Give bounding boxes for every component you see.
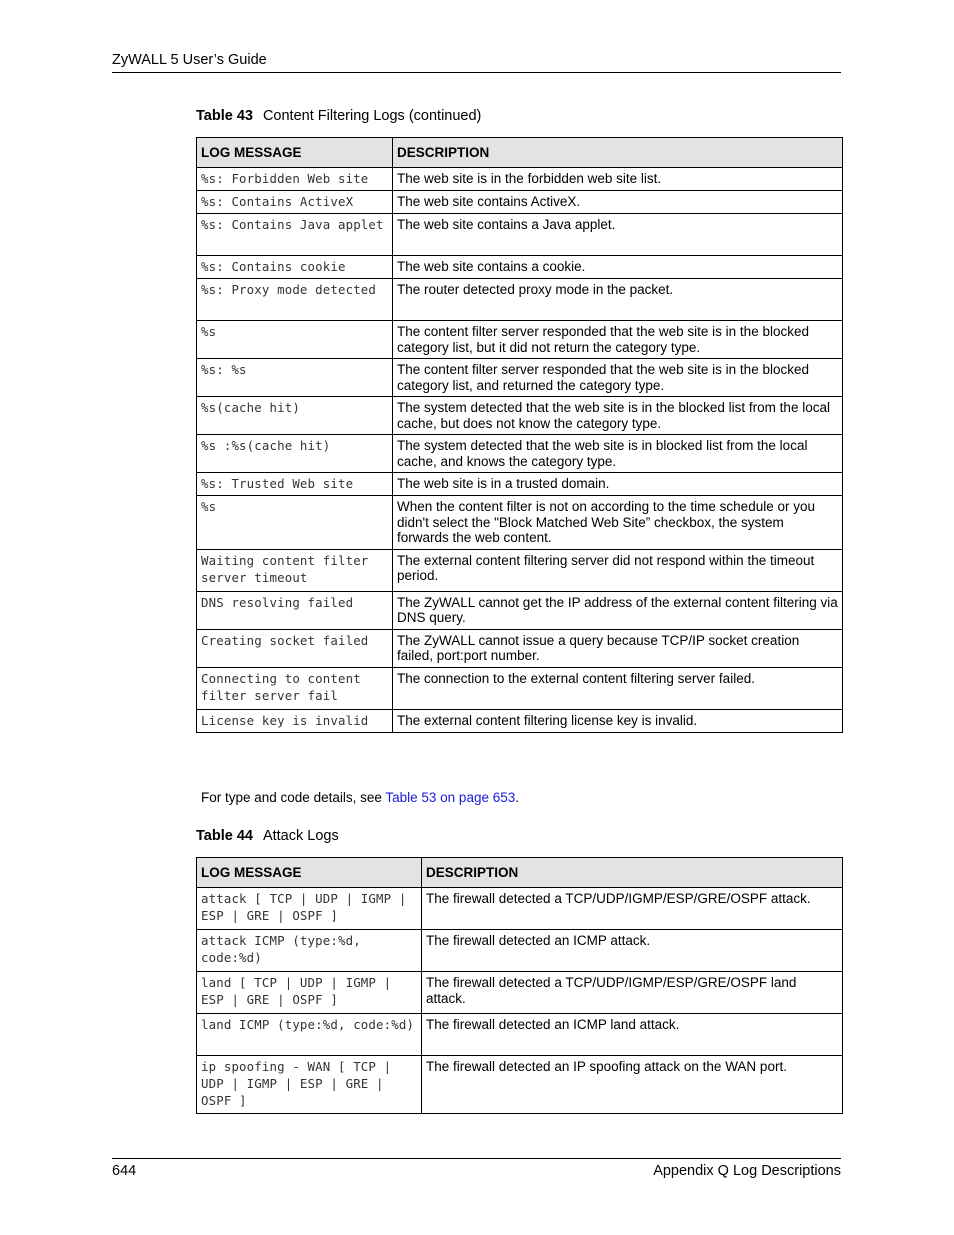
table-row bbox=[197, 256, 843, 279]
log-message-cell: %s(cache hit) bbox=[197, 397, 393, 435]
description-cell: When the content filter is not on according to the time schedule or you didn't select the "Block Matched Web Site” checkbox, the system forwards the web content. bbox=[393, 496, 843, 550]
attack-logs-table bbox=[196, 857, 843, 1114]
description-cell: The web site is in a trusted domain. bbox=[393, 473, 843, 496]
cross-reference-note bbox=[201, 790, 519, 805]
description-cell: The system detected that the web site is in the blocked list from the local cache, but does not know the category type. bbox=[393, 397, 843, 435]
table-43-label: Table 43 bbox=[196, 108, 253, 124]
column-header-log-message: LOG MESSAGE bbox=[197, 138, 393, 168]
description-cell: The external content filtering license key is invalid. bbox=[393, 709, 843, 732]
log-message-cell: %s: Contains cookie bbox=[197, 256, 393, 279]
table-row bbox=[197, 168, 843, 191]
table-44-label: Table 44 bbox=[196, 828, 253, 844]
table-row bbox=[197, 591, 843, 629]
log-message-cell: attack ICMP (type:%d, code:%d) bbox=[197, 930, 422, 972]
description-cell: The firewall detected a TCP/UDP/IGMP/ESP/GRE/OSPF attack. bbox=[422, 888, 843, 930]
log-message-cell: %s: Contains ActiveX bbox=[197, 191, 393, 214]
page-header bbox=[112, 52, 841, 73]
description-cell: The router detected proxy mode in the packet. bbox=[393, 279, 843, 321]
column-header-description: DESCRIPTION bbox=[393, 138, 843, 168]
table-row bbox=[197, 191, 843, 214]
content-filtering-logs-table bbox=[196, 137, 843, 733]
log-message-cell: %s: Trusted Web site bbox=[197, 473, 393, 496]
log-message-cell: %s: Proxy mode detected bbox=[197, 279, 393, 321]
table-43-title: Content Filtering Logs (continued) bbox=[262, 108, 482, 124]
table-row bbox=[197, 888, 843, 930]
description-cell: The firewall detected an IP spoofing attack on the WAN port. bbox=[422, 1056, 843, 1114]
log-message-cell: ip spoofing - WAN [ TCP | UDP | IGMP | ESP | GRE | OSPF ] bbox=[197, 1056, 422, 1114]
section-title: Appendix Q Log Descriptions bbox=[653, 1163, 841, 1179]
table-row bbox=[197, 397, 843, 435]
note-text: For type and code details, see bbox=[201, 790, 386, 805]
log-message-cell: land [ TCP | UDP | IGMP | ESP | GRE | OSPF ] bbox=[197, 972, 422, 1014]
log-message-cell: %s :%s(cache hit) bbox=[197, 435, 393, 473]
table-row bbox=[197, 972, 843, 1014]
guide-title: ZyWALL 5 User’s Guide bbox=[112, 52, 267, 68]
table-44-title: Attack Logs bbox=[262, 828, 339, 844]
log-message-cell: %s: %s bbox=[197, 359, 393, 397]
table-header-row bbox=[197, 858, 843, 888]
log-message-cell: attack [ TCP | UDP | IGMP | ESP | GRE | OSPF ] bbox=[197, 888, 422, 930]
log-message-cell: %s: Contains Java applet bbox=[197, 214, 393, 256]
table-row bbox=[197, 1014, 843, 1056]
table-row bbox=[197, 667, 843, 709]
table-row bbox=[197, 629, 843, 667]
table-row bbox=[197, 473, 843, 496]
note-suffix: . bbox=[515, 790, 520, 805]
table-43-caption bbox=[196, 108, 481, 124]
log-message-cell: land ICMP (type:%d, code:%d) bbox=[197, 1014, 422, 1056]
description-cell: The web site contains ActiveX. bbox=[393, 191, 843, 214]
log-message-cell: License key is invalid bbox=[197, 709, 393, 732]
table-row bbox=[197, 214, 843, 256]
log-message-cell: Waiting content filter server timeout bbox=[197, 549, 393, 591]
log-message-cell: %s: Forbidden Web site bbox=[197, 168, 393, 191]
page-footer bbox=[112, 1158, 841, 1179]
table-header-row bbox=[197, 138, 843, 168]
log-message-cell: DNS resolving failed bbox=[197, 591, 393, 629]
table-row bbox=[197, 321, 843, 359]
column-header-log-message: LOG MESSAGE bbox=[197, 858, 422, 888]
description-cell: The content filter server responded that the web site is in the blocked category list, but it did not return the category type. bbox=[393, 321, 843, 359]
description-cell: The content filter server responded that the web site is in the blocked category list, and returned the category type. bbox=[393, 359, 843, 397]
description-cell: The ZyWALL cannot issue a query because TCP/IP socket creation failed, port:port number. bbox=[393, 629, 843, 667]
log-message-cell: %s bbox=[197, 496, 393, 550]
column-header-description: DESCRIPTION bbox=[422, 858, 843, 888]
description-cell: The firewall detected an ICMP land attack. bbox=[422, 1014, 843, 1056]
table-row bbox=[197, 549, 843, 591]
log-message-cell: %s bbox=[197, 321, 393, 359]
description-cell: The connection to the external content filtering server failed. bbox=[393, 667, 843, 709]
description-cell: The web site contains a cookie. bbox=[393, 256, 843, 279]
table-row bbox=[197, 709, 843, 732]
table-53-link[interactable]: Table 53 on page 653 bbox=[385, 790, 516, 805]
log-message-cell: Creating socket failed bbox=[197, 629, 393, 667]
table-row bbox=[197, 930, 843, 972]
description-cell: The system detected that the web site is in blocked list from the local cache, and knows the category type. bbox=[393, 435, 843, 473]
description-cell: The firewall detected a TCP/UDP/IGMP/ESP/GRE/OSPF land attack. bbox=[422, 972, 843, 1014]
description-cell: The firewall detected an ICMP attack. bbox=[422, 930, 843, 972]
table-row bbox=[197, 279, 843, 321]
description-cell: The web site contains a Java applet. bbox=[393, 214, 843, 256]
description-cell: The ZyWALL cannot get the IP address of the external content filtering via DNS query. bbox=[393, 591, 843, 629]
table-row bbox=[197, 1056, 843, 1114]
page-number: 644 bbox=[112, 1163, 137, 1179]
log-message-cell: Connecting to content filter server fail bbox=[197, 667, 393, 709]
description-cell: The web site is in the forbidden web site list. bbox=[393, 168, 843, 191]
table-row bbox=[197, 496, 843, 550]
description-cell: The external content filtering server did not respond within the timeout period. bbox=[393, 549, 843, 591]
table-44-caption bbox=[196, 828, 339, 844]
table-row bbox=[197, 359, 843, 397]
table-row bbox=[197, 435, 843, 473]
